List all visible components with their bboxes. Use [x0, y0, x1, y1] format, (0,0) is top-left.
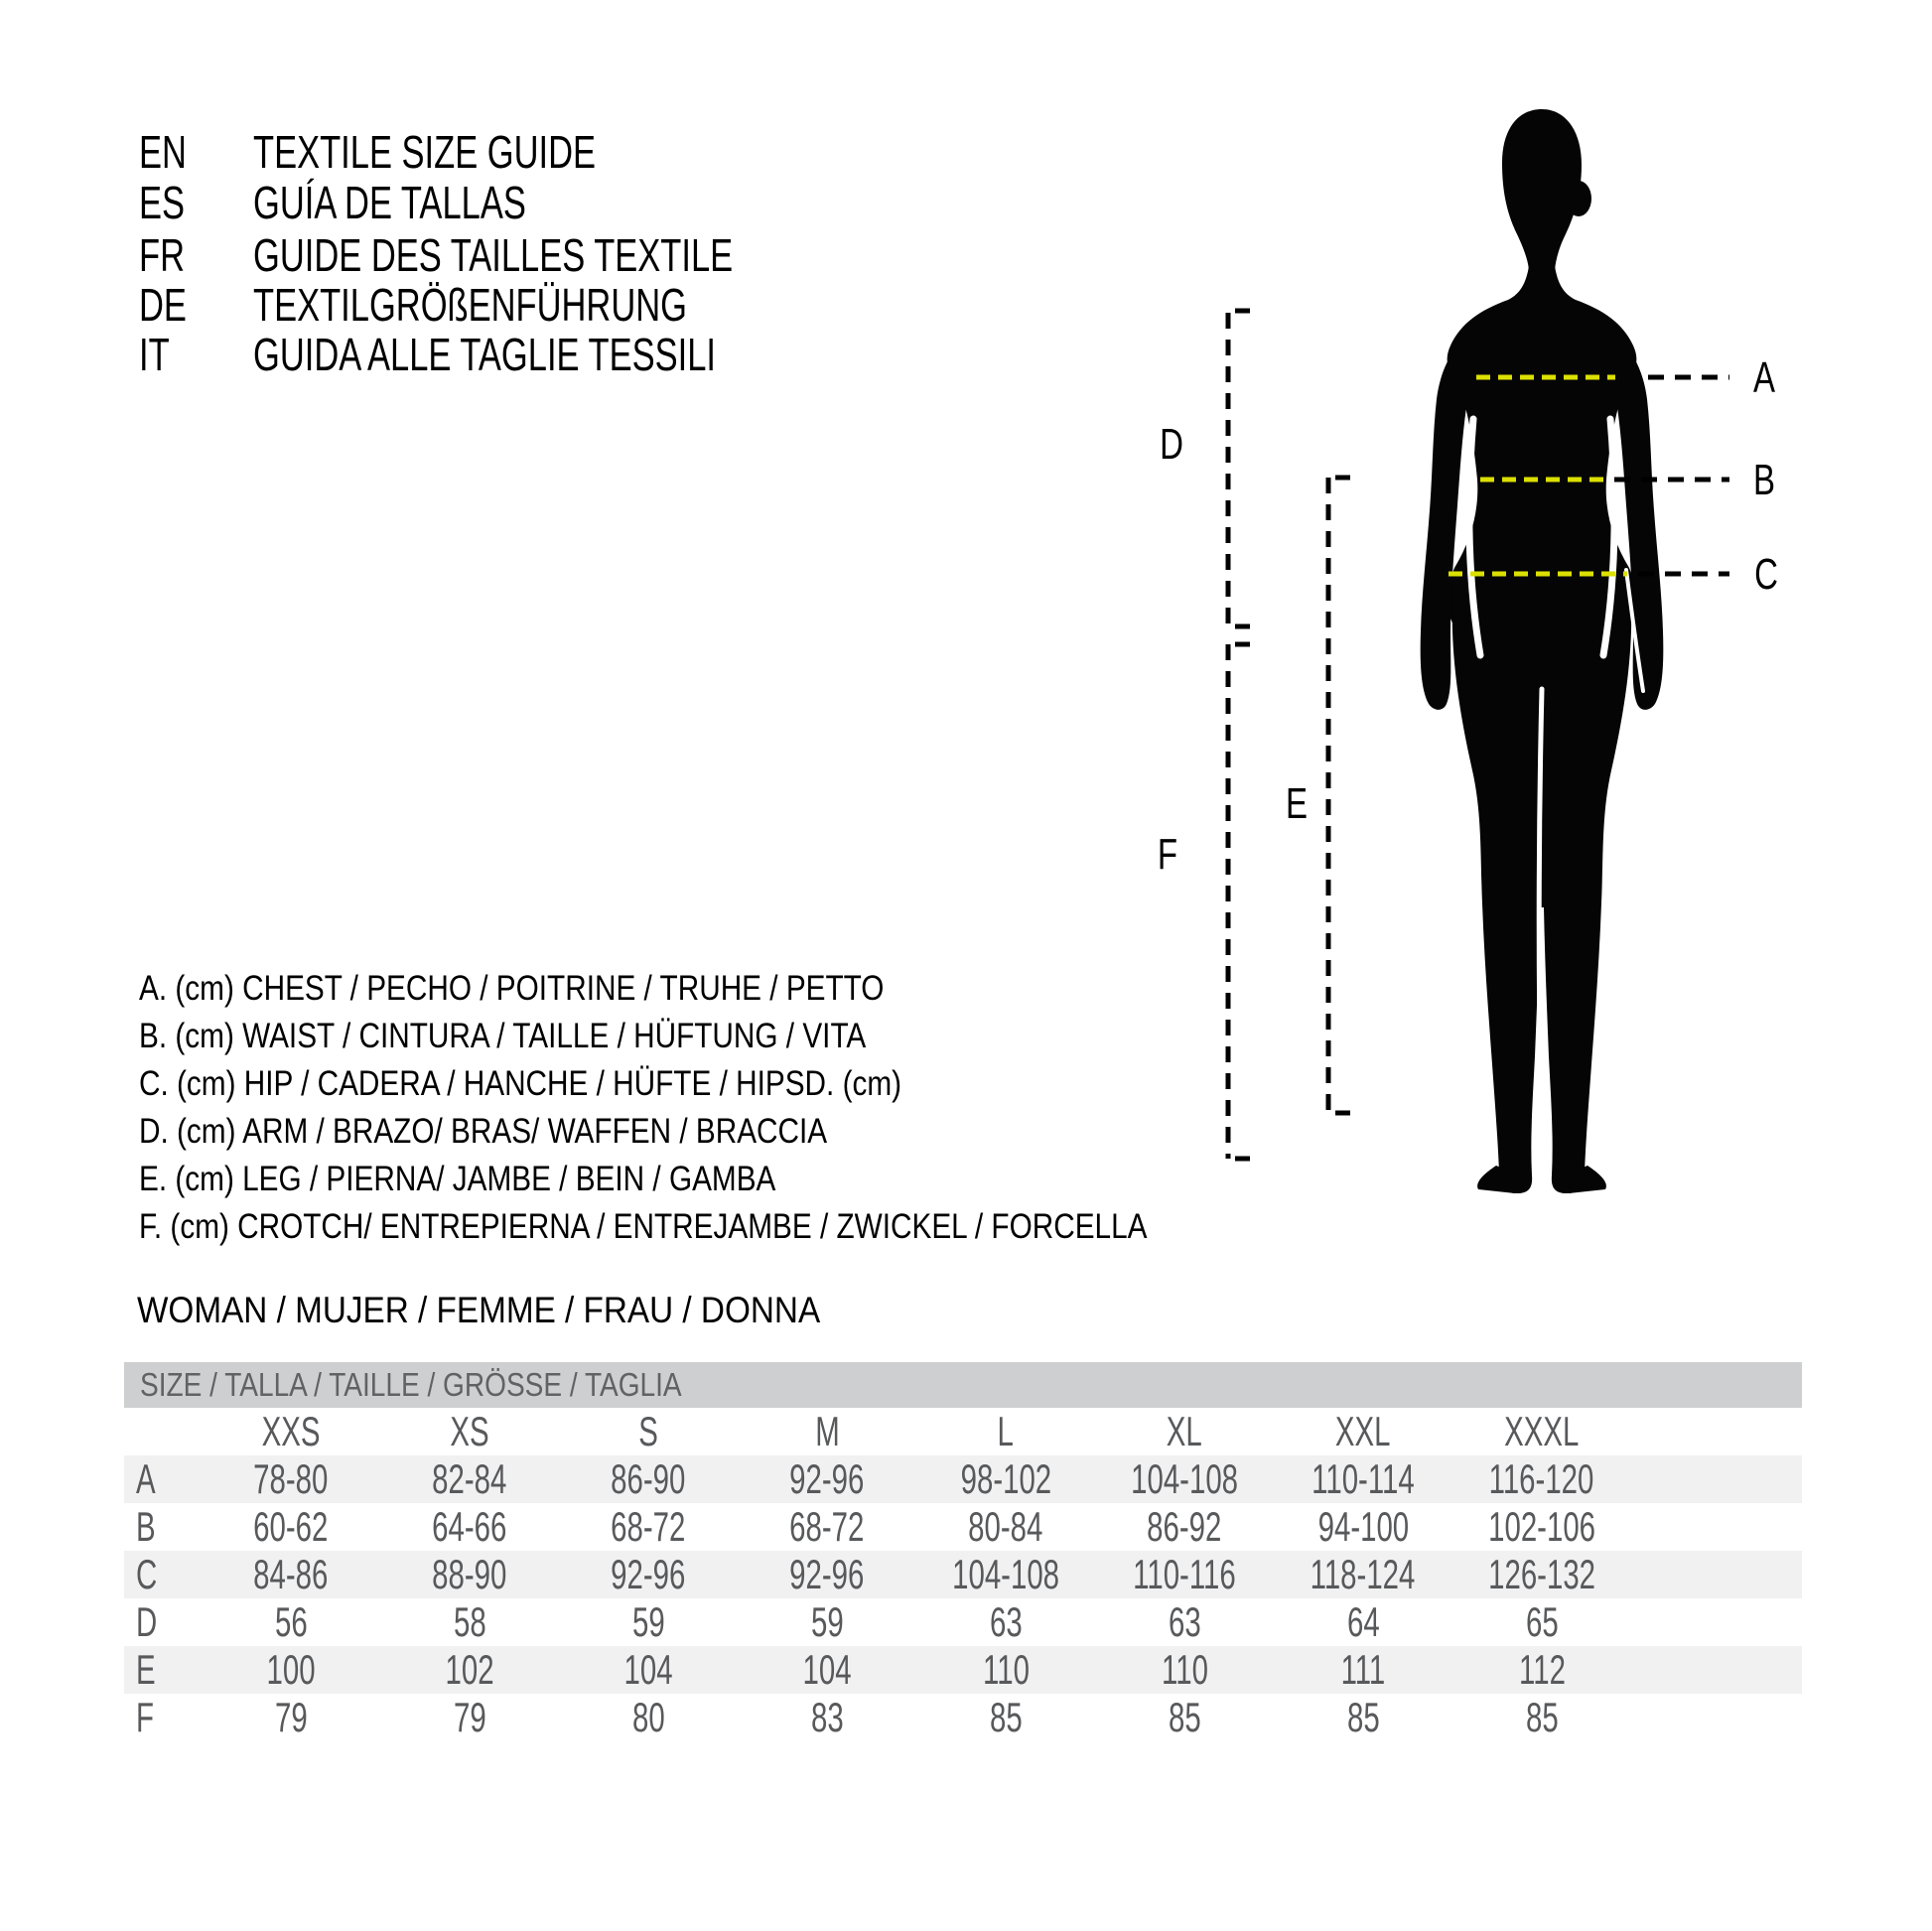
woman-silhouette [1421, 109, 1664, 1193]
table-row-hip [124, 1551, 1802, 1598]
table-cell: 64 [1346, 1598, 1380, 1645]
measurement-def-chest: A. (cm) CHEST / PECHO / POITRINE / TRUHE / PETTO [139, 969, 885, 1008]
table-cell: 59 [810, 1598, 844, 1645]
table-cell: 86-90 [611, 1455, 686, 1502]
table-row-waist [124, 1503, 1802, 1551]
table-cell: 92-96 [611, 1551, 686, 1597]
table-cell: 85 [1168, 1694, 1201, 1740]
title-en: TEXTILE SIZE GUIDE [253, 126, 597, 178]
row-label: B [136, 1503, 156, 1550]
table-cell: 60-62 [253, 1503, 329, 1550]
table-cell: 116-120 [1489, 1455, 1594, 1502]
table-cell: 110 [982, 1646, 1030, 1693]
figure-label-waist: B [1752, 456, 1776, 504]
size-col-l: L [997, 1408, 1015, 1454]
row-label: F [136, 1694, 154, 1740]
table-cell: 58 [453, 1598, 486, 1645]
table-cell: 92-96 [789, 1551, 865, 1597]
size-table-header-bar [124, 1362, 1802, 1408]
table-cell: 59 [631, 1598, 665, 1645]
table-cell: 85 [1525, 1694, 1559, 1740]
row-label: A [136, 1455, 156, 1502]
table-cell: 85 [1346, 1694, 1380, 1740]
size-table-header-label: SIZE / TALLA / TAILLE / GRÖSSE / TAGLIA [140, 1366, 682, 1403]
title-de: TEXTILGRÖßENFÜHRUNG [253, 279, 688, 331]
figure-label-crotch: F [1157, 830, 1178, 879]
measurement-def-waist: B. (cm) WAIST / CINTURA / TAILLE / HÜFTUNG / VITA [139, 1017, 867, 1055]
table-cell: 82-84 [432, 1455, 507, 1502]
table-row-arm [124, 1598, 1802, 1646]
table-cell: 110-116 [1133, 1551, 1236, 1597]
lang-code-it: IT [139, 329, 170, 380]
gender-heading: WOMAN / MUJER / FEMME / FRAU / DONNA [137, 1290, 821, 1330]
table-row-crotch [124, 1694, 1802, 1741]
lang-code-de: DE [139, 279, 187, 331]
figure-label-hip: C [1754, 550, 1778, 599]
size-col-xxl: XXL [1335, 1408, 1391, 1454]
lang-code-fr: FR [139, 229, 185, 281]
table-cell: 112 [1518, 1646, 1566, 1693]
row-label: C [136, 1551, 158, 1597]
figure-label-chest: A [1752, 353, 1776, 402]
title-es: GUÍA DE TALLAS [253, 177, 526, 228]
table-cell: 56 [274, 1598, 308, 1645]
lang-code-en: EN [139, 126, 187, 178]
table-cell: 79 [274, 1694, 308, 1740]
title-it: GUIDA ALLE TAGLIE TESSILI [253, 329, 716, 380]
measurement-def-crotch: F. (cm) CROTCH/ ENTREPIERNA / ENTREJAMBE / ZWICKEL / FORCELLA [139, 1207, 1148, 1246]
row-label: D [136, 1598, 158, 1645]
table-cell: 110-114 [1311, 1455, 1415, 1502]
table-cell: 104 [623, 1646, 673, 1693]
table-cell: 68-72 [611, 1503, 686, 1550]
table-cell: 64-66 [432, 1503, 507, 1550]
table-row-leg [124, 1646, 1802, 1694]
table-cell: 80-84 [968, 1503, 1043, 1550]
size-header-row [124, 1408, 1802, 1455]
table-cell: 83 [810, 1694, 844, 1740]
table-cell: 84-86 [253, 1551, 329, 1597]
table-cell: 79 [453, 1694, 486, 1740]
table-cell: 92-96 [789, 1455, 865, 1502]
row-label: E [136, 1646, 156, 1693]
table-cell: 86-92 [1147, 1503, 1222, 1550]
table-cell: 110 [1161, 1646, 1208, 1693]
size-col-s: S [638, 1408, 658, 1454]
table-cell: 65 [1525, 1598, 1559, 1645]
table-cell: 80 [631, 1694, 665, 1740]
measurement-def-leg: E. (cm) LEG / PIERNA/ JAMBE / BEIN / GAMBA [139, 1160, 776, 1198]
size-table [124, 1362, 1802, 1741]
lang-code-es: ES [139, 177, 186, 228]
table-cell: 88-90 [432, 1551, 507, 1597]
table-cell: 94-100 [1317, 1503, 1409, 1550]
table-cell: 63 [1168, 1598, 1201, 1645]
table-cell: 118-124 [1311, 1551, 1416, 1597]
figure-label-arm: D [1160, 420, 1183, 469]
measurement-def-hip: C. (cm) HIP / CADERA / HANCHE / HÜFTE / HIPSD. (cm) [139, 1064, 902, 1103]
table-cell: 104 [802, 1646, 852, 1693]
figure-label-leg: E [1285, 779, 1309, 828]
size-col-xxs: XXS [261, 1408, 321, 1454]
table-cell: 98-102 [960, 1455, 1051, 1502]
table-cell: 85 [989, 1694, 1023, 1740]
table-cell: 104-108 [952, 1551, 1059, 1597]
title-fr: GUIDE DES TAILLES TEXTILE [253, 229, 734, 281]
table-cell: 100 [266, 1646, 316, 1693]
table-cell: 111 [1340, 1646, 1386, 1693]
table-row-chest [124, 1455, 1802, 1503]
table-cell: 102-106 [1488, 1503, 1595, 1550]
size-col-xl: XL [1167, 1408, 1202, 1454]
table-cell: 78-80 [253, 1455, 329, 1502]
bracket-ticks [1235, 311, 1350, 1159]
table-cell: 68-72 [789, 1503, 865, 1550]
table-cell: 104-108 [1131, 1455, 1238, 1502]
size-col-xs: XS [450, 1408, 489, 1454]
table-cell: 63 [989, 1598, 1023, 1645]
size-col-m: M [814, 1408, 840, 1454]
table-cell: 126-132 [1488, 1551, 1595, 1597]
size-col-xxxl: XXXL [1504, 1408, 1580, 1454]
table-cell: 102 [445, 1646, 494, 1693]
measurement-def-arm: D. (cm) ARM / BRAZO/ BRAS/ WAFFEN / BRACCIA [139, 1112, 828, 1151]
